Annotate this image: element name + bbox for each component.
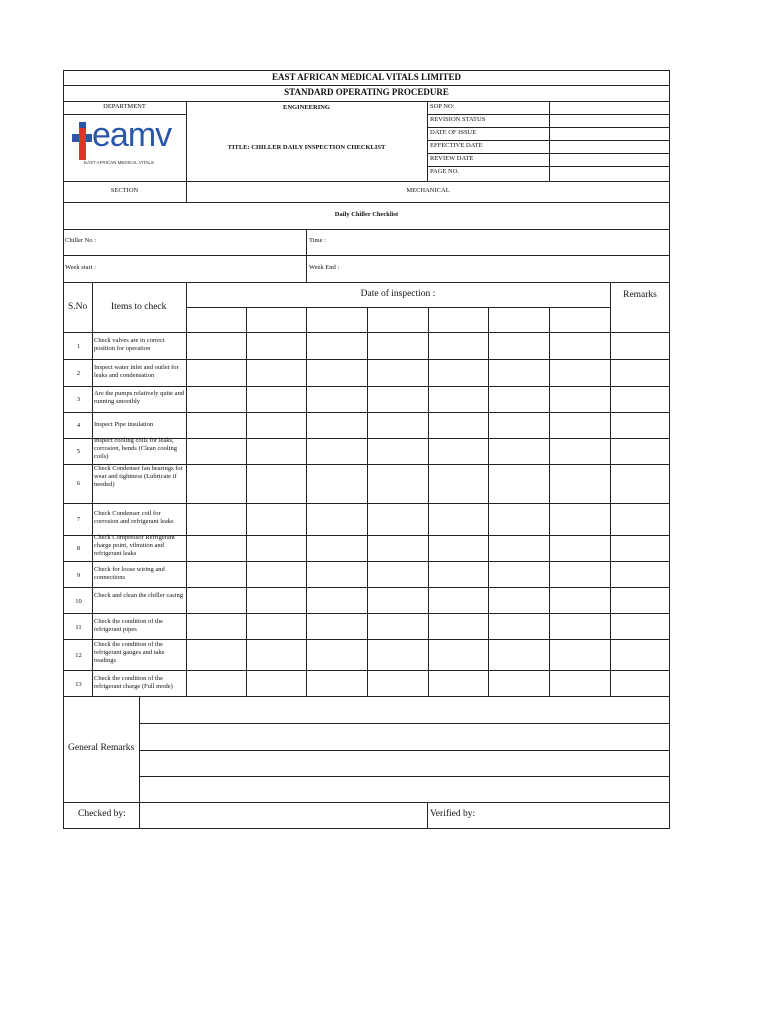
row-number: 8 [76,545,81,552]
effective-date-label: EFFECTIVE DATE [430,142,483,149]
table-row-divider [63,359,670,360]
week-start-field[interactable]: Week start : [65,264,96,271]
medical-cross-icon [72,122,92,160]
row-number: 5 [76,448,81,455]
checklist-item: Check the condition of the refrigerant gauges and take readings [94,641,165,664]
table-row-divider [63,670,670,671]
checklist-item: Check valves are in correct position for operation [94,337,165,352]
general-remarks-label: General Remarks [68,743,135,753]
rule [139,696,140,829]
table-row-divider [63,386,670,387]
table-row-divider [63,561,670,562]
checklist-item: Check Condenser fan bearings for wear and tightness (Lubricate if needed) [94,465,183,488]
table-row-divider [63,412,670,413]
rule [63,802,670,803]
rule [63,85,670,86]
checklist-item: Check Condenser coil for corrosion and refrigerant leaks [94,510,174,525]
table-row-divider [63,503,670,504]
rule [63,181,670,182]
department-value: ENGINEERING [283,104,330,111]
checked-by-label[interactable]: Checked by: [78,809,126,819]
rule [246,307,247,696]
rule [549,307,550,696]
sop-no-label: SOP NO: [430,103,455,110]
sno-column-header: S.No [68,302,88,312]
department-label: DEPARTMENT [103,103,146,110]
chiller-no-field[interactable]: Chiller No : [65,237,97,244]
row-number: 10 [75,598,82,605]
revision-status-label: REVISION STATUS [430,116,486,123]
section-label: SECTION [110,187,139,194]
row-number: 7 [76,516,81,523]
company-logo [70,116,182,172]
logo-subtext: EAST AFRICAN MEDICAL VITALS [84,160,154,165]
date-of-issue-label: DATE OF ISSUE [430,129,477,136]
document-title: TITLE: CHILLER DAILY INSPECTION CHECKLIST [227,144,386,151]
checklist-item: Check and clean the chiller casing [94,592,183,599]
row-number: 2 [76,370,81,377]
table-row-divider [63,587,670,588]
row-number: 9 [76,572,81,579]
rule [427,802,428,829]
row-number: 12 [75,652,82,659]
table-row-divider [63,696,670,697]
rule [186,307,610,308]
rule [63,114,187,115]
checklist-item: Check Compressor Refrigerant charge point, vibration and refrigerant leaks [94,534,175,557]
rule [367,307,368,696]
checklist-item: Are the pumps relatively quite and running smoothly [94,390,185,405]
items-column-header: Items to check [111,302,167,312]
row-number: 13 [75,681,82,688]
rule [549,101,550,181]
table-row-divider [63,613,670,614]
rule [427,101,428,181]
rule [63,101,670,102]
checklist-item: Check the condition of the refrigerant pipes [94,618,163,633]
remarks-column-header: Remarks [623,290,657,300]
time-field[interactable]: Time : [309,237,326,244]
checklist-item: Check the condition of the refrigerant charge (Full mode) [94,675,173,690]
rule [306,229,307,255]
rule [139,723,670,724]
document-type: STANDARD OPERATING PROCEDURE [284,87,449,97]
rule [306,255,307,282]
logo-wordmark: eamv [92,116,172,154]
page-no-label: PAGE NO. [430,168,460,175]
checklist-item: Inspect cooling coils for leaks, corrosion, bends (Clean cooling coils) [94,437,178,460]
row-number: 1 [76,343,81,350]
rule [63,229,670,230]
row-number: 11 [75,624,82,631]
checklist-title: Daily Chiller Checklist [334,211,399,218]
verified-by-label[interactable]: Verified by: [430,809,476,819]
rule [306,307,307,696]
checklist-item: Inspect water inlet and outlet for leaks and condensation [94,364,179,379]
checklist-item: Inspect Pipe insulation [94,421,154,428]
rule [488,307,489,696]
rule [63,282,670,283]
rule [139,776,670,777]
rule [428,307,429,696]
rule [186,282,187,696]
review-date-label: REVIEW DATE [430,155,474,162]
date-column-header: Date of inspection : [360,289,436,299]
row-number: 6 [76,480,81,487]
rule [610,282,611,696]
section-value: MECHANICAL [406,187,450,194]
company-name: EAST AFRICAN MEDICAL VITALS LIMITED [271,72,462,82]
row-number: 3 [76,396,81,403]
table-row-divider [63,639,670,640]
row-number: 4 [76,422,81,429]
rule [63,255,670,256]
rule [139,750,670,751]
week-end-field[interactable]: Week End : [309,264,340,271]
checklist-item: Check for loose wiring and connections [94,566,165,581]
